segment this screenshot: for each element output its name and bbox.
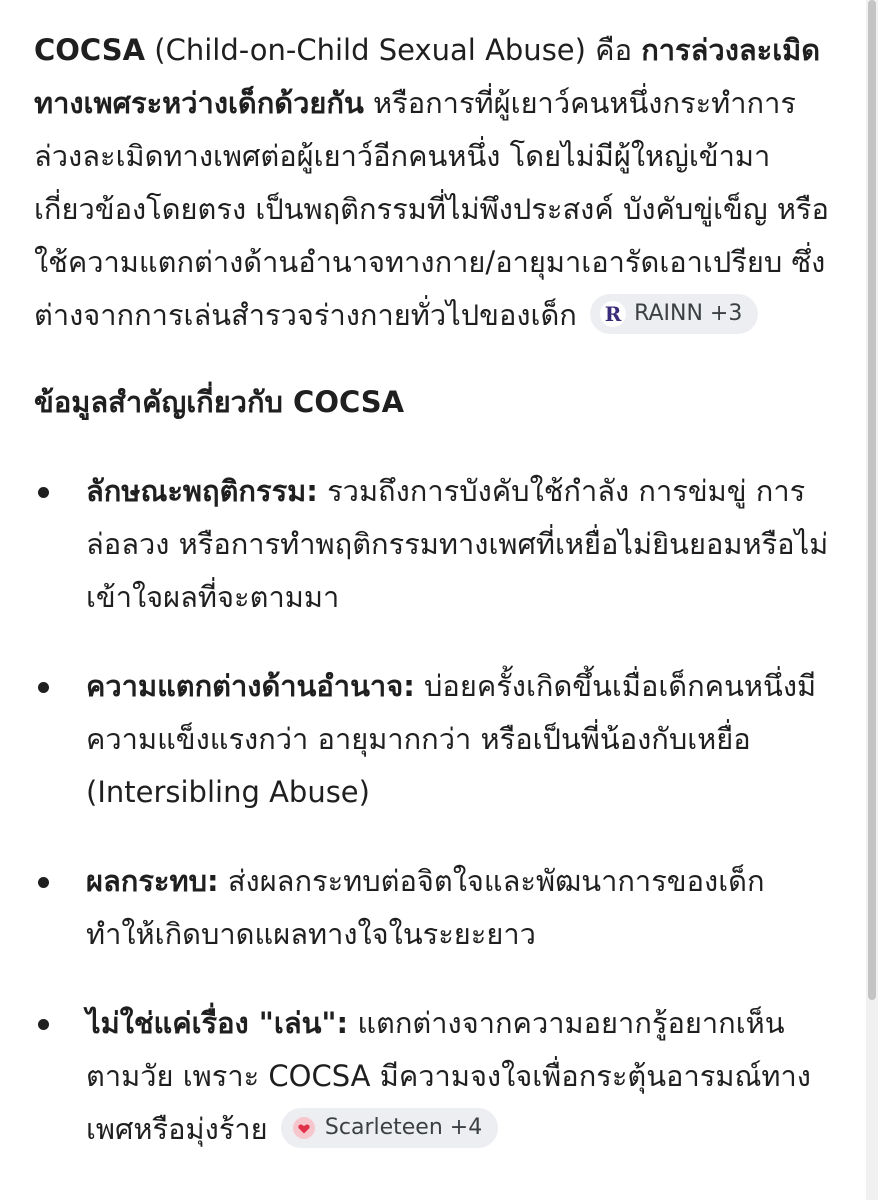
list-item bbox=[34, 465, 834, 624]
list-item-title: ผลกระทบ: bbox=[86, 864, 219, 898]
source-chip-rainn[interactable] bbox=[590, 294, 758, 334]
list-item-text: บ่อยครั้งเกิดขึ้นเมื่อเด็กคนหนึ่งมีความแข็งแรงกว่า อายุมากกว่า หรือเป็นพี่น้องกับเหยื่อ (Intersibling Abuse) bbox=[86, 669, 817, 809]
scrollbar-thumb[interactable] bbox=[868, 0, 876, 1000]
list-item bbox=[34, 997, 834, 1156]
list-item-text: ส่งผลกระทบต่อจิตใจและพัฒนาการของเด็ก ทำให้เกิดบาดแผลทางใจในระยะยาว bbox=[86, 864, 765, 951]
source-chip-scarleteen[interactable] bbox=[281, 1108, 498, 1148]
term-expansion: (Child-on-Child Sexual Abuse) คือ bbox=[145, 33, 642, 67]
bullet-icon bbox=[38, 682, 49, 693]
list-item-title: ความแตกต่างด้านอำนาจ: bbox=[86, 669, 415, 703]
key-facts-list bbox=[34, 465, 834, 1156]
answer-content bbox=[34, 24, 834, 1192]
bullet-icon bbox=[38, 1019, 49, 1030]
bullet-icon bbox=[38, 487, 49, 498]
source-chip-label: RAINN +3 bbox=[634, 301, 743, 326]
heart-icon bbox=[291, 1115, 317, 1141]
scrollbar-track[interactable] bbox=[866, 0, 878, 1200]
list-item-title: ไม่ใช่แค่เรื่อง "เล่น": bbox=[86, 1006, 349, 1040]
list-item-title: ลักษณะพฤติกรรม: bbox=[86, 474, 318, 508]
bullet-icon bbox=[38, 877, 49, 888]
list-item-text: แตกต่างจากความอยากรู้อยากเห็นตามวัย เพราะ COCSA มีความจงใจเพื่อกระตุ้นอารมณ์ทางเพศหรือมุ่งร้าย bbox=[86, 1006, 811, 1146]
intro-paragraph bbox=[34, 24, 834, 342]
term-cocsa: COCSA bbox=[34, 33, 146, 67]
bold-definition: การล่วงละเมิดทางเพศระหว่างเด็กด้วยกัน bbox=[34, 33, 821, 120]
rainn-logo-icon: R bbox=[600, 301, 626, 327]
source-chip-label: Scarleteen +4 bbox=[324, 1115, 483, 1140]
list-item bbox=[34, 855, 834, 961]
list-item bbox=[34, 660, 834, 819]
section-heading: ข้อมูลสำคัญเกี่ยวกับ COCSA bbox=[34, 385, 405, 419]
list-item-text: รวมถึงการบังคับใช้กำลัง การข่มขู่ การล่อลวง หรือการทำพฤติกรรมทางเพศที่เหยื่อไม่ยินยอมหรือไม่เข้าใจผลที่จะตามมา bbox=[86, 474, 829, 614]
intro-rest-text: หรือการที่ผู้เยาว์คนหนึ่งกระทำการล่วงละเมิดทางเพศต่อผู้เยาว์อีกคนหนึ่ง โดยไม่มีผู้ใหญ่เข้ามาเกี่ยวข้องโดยตรง เป็นพฤติกรรมที่ไม่พึงประสงค์ บังคับขู่เข็ญ หรือใช้ความแตกต่างด้านอำนาจทางกาย/อายุมาเอารัดเอาเปรียบ ซึ่งต่างจากการเล่นสำรวจร่างกายทั่วไปของเด็ก bbox=[34, 86, 829, 332]
